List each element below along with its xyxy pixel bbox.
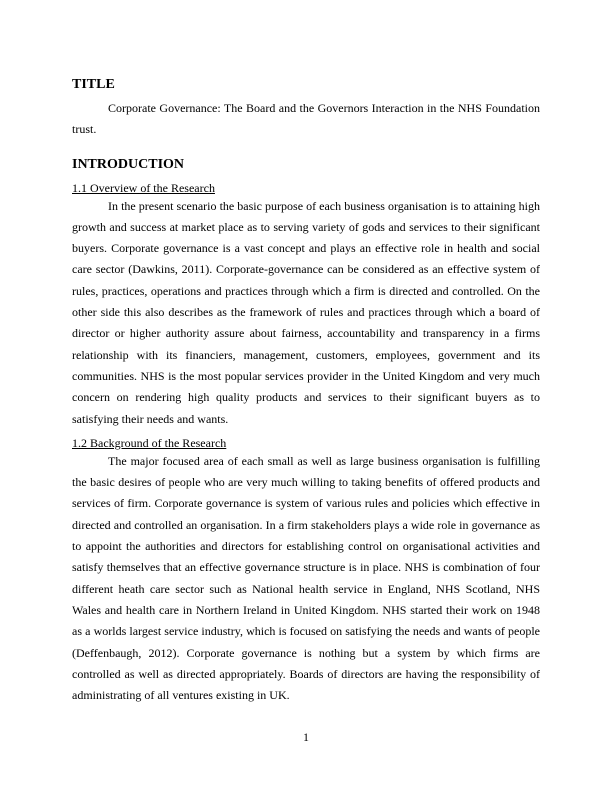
section-1-1-paragraph: In the present scenario the basic purpose of each business organisation is to attaining high growth and success at market place as to serving variety of gods and services to their significant buyers. Corporate governance is a vast concept and plays an effective role in health and social care sector (Dawkins, 2011). Corporate-governance can be considered as an effective system of rules, practices, operations and practices through which a firm is directed and controlled. On the other side this also describes as the framework of rules and practices through which a board of director or higher authority assure about fairness, accountability and transparency in a firms relationship with its financiers, management, customers, employees, government and its communities. NHS is the most popular services provider in the United Kingdom and very much concern on rendering high quality products and services to their significant buyers as to satisfying their needs and wants.	[72, 198, 540, 426]
title-text: Corporate Governance: The Board and the Governors Interaction in the NHS Foundation trust.	[72, 101, 540, 137]
introduction-heading: INTRODUCTION	[72, 156, 185, 172]
section-1-2-heading: 1.2 Background of the Research	[72, 435, 227, 450]
document-page	[72, 76, 540, 706]
section-1-2-paragraph: The major focused area of each small as well as large business organisation is fulfilling the basic desires of people who are very much willing to taking benefits of offered products and services of firm. Corporate governance is system of various rules and policies which effective in directed and controlled an organisation. In a firm stakeholders plays a wide role in governance as to appoint the authorities and directors for establishing control on organisational activities and satisfy themselves that an effective governance structure is in place. NHS is combination of four different heath care sector such as National health service in England, NHS Scotland, NHS Wales and health care in Northern Ireland in United Kingdom. NHS started their work on 1948 as a worlds largest service industry, which is focused on satisfying the needs and wants of people (Deffenbaugh, 2012). Corporate governance is nothing but a system by which firms are controlled as well as directed appropriately. Boards of directors are having the responsibility of administrating of all ventures existing in UK.	[72, 453, 540, 703]
page-number: 1	[303, 730, 309, 744]
section-1-1-heading: 1.1 Overview of the Research	[72, 180, 215, 195]
title-heading: TITLE	[72, 77, 115, 92]
